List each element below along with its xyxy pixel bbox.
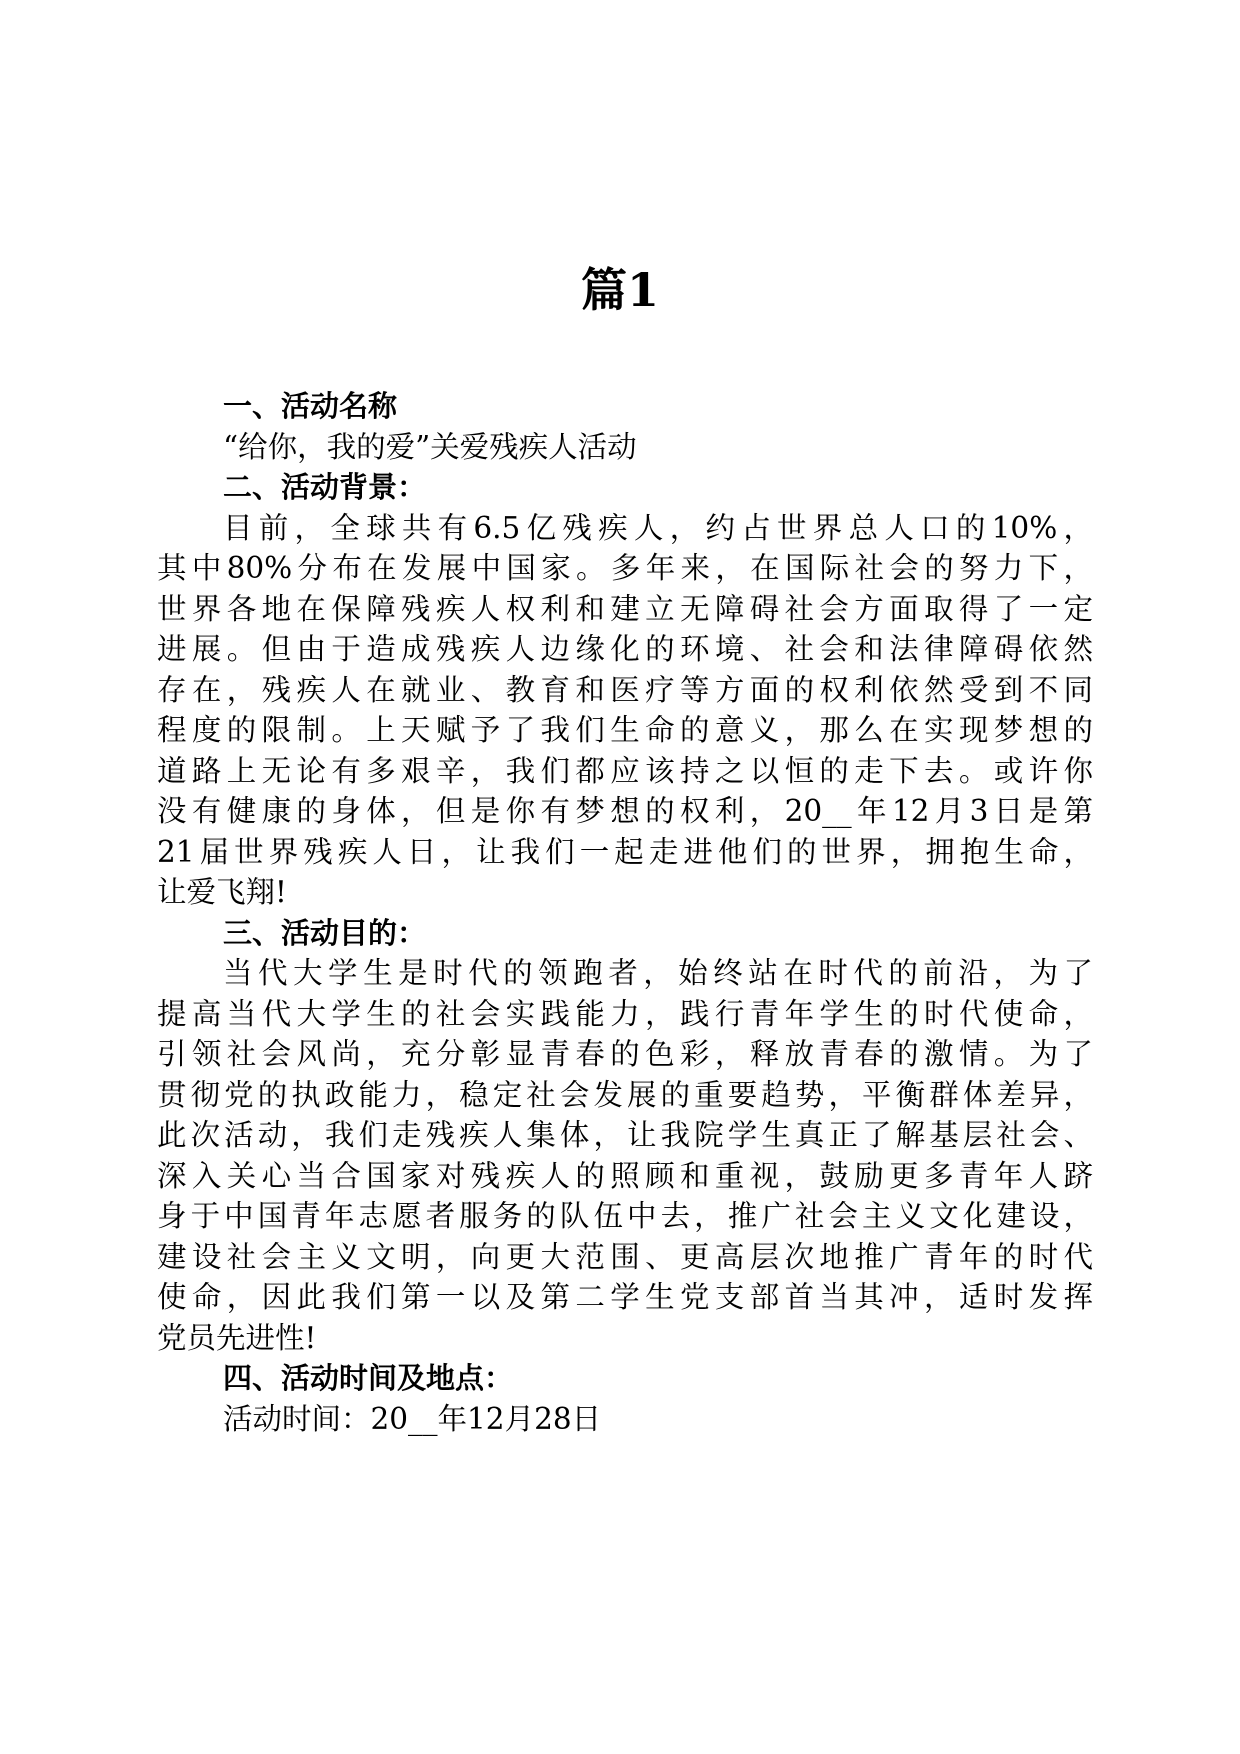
purpose-line: 身于中国青年志愿者服务的队伍中去，推广社会主义文化建设， [157,1199,1093,1233]
purpose-line: 当代大学生是时代的领跑者，始终站在时代的前沿，为了 [223,956,1093,990]
purpose-line: 此次活动，我们走残疾人集体，让我院学生真正了解基层社会、 [157,1118,1093,1152]
section-heading-time-place: 四、活动时间及地点： [223,1361,514,1395]
background-line: 进展。但由于造成残疾人边缘化的环境、社会和法律障碍依然 [157,632,1093,666]
purpose-line: 引领社会风尚，充分彰显青春的色彩，释放青春的激情。为了 [157,1037,1093,1071]
purpose-line: 提高当代大学生的社会实践能力，践行青年学生的时代使命， [157,996,1093,1031]
section-heading-background: 二、活动背景： [223,470,427,504]
purpose-line: 党员先进性! [157,1320,317,1355]
section-heading-activity-name: 一、活动名称 [223,389,398,423]
background-line: 世界各地在保障残疾人权利和建立无障碍社会方面取得了一定 [157,591,1093,626]
background-line: 让爱飞翔! [157,875,287,909]
background-line: 存在，残疾人在就业、教育和医疗等方面的权利依然受到不同 [157,672,1093,707]
purpose-line: 建设社会主义文明，向更大范围、更高层次地推广青年的时代 [157,1239,1093,1274]
activity-name-text: “给你，我的爱”关爱残疾人活动 [223,429,637,464]
background-line: 道路上无论有多艰辛，我们都应该持之以恒的走下去。或许你 [157,753,1093,788]
purpose-line: 深入关心当合国家对残疾人的照顾和重视，鼓励更多青年人跻 [157,1158,1093,1193]
background-line: 21届世界残疾人日，让我们一起走进他们的世界，拥抱生命， [157,834,1093,869]
document-body [157,386,1093,1439]
background-line: 没有健康的身体，但是你有梦想的权利，20__年12月3日是第 [157,794,1093,828]
background-line: 其中80%分布在发展中国家。多年来，在国际社会的努力下， [157,551,1093,585]
background-line: 目前，全球共有6.5亿残疾人，约占世界总人口的10%， [223,510,1093,545]
activity-time-text: 活动时间：20__年12月28日 [223,1401,602,1436]
section-heading-purpose: 三、活动目的： [223,915,427,950]
purpose-line: 使命，因此我们第一以及第二学生党支部首当其冲，适时发挥 [157,1280,1093,1314]
document-title: 篇1 [580,263,659,317]
background-line: 程度的限制。上天赋予了我们生命的意义，那么在实现梦想的 [157,713,1093,747]
purpose-line: 贯彻党的执政能力，稳定社会发展的重要趋势，平衡群体差异， [157,1077,1093,1112]
